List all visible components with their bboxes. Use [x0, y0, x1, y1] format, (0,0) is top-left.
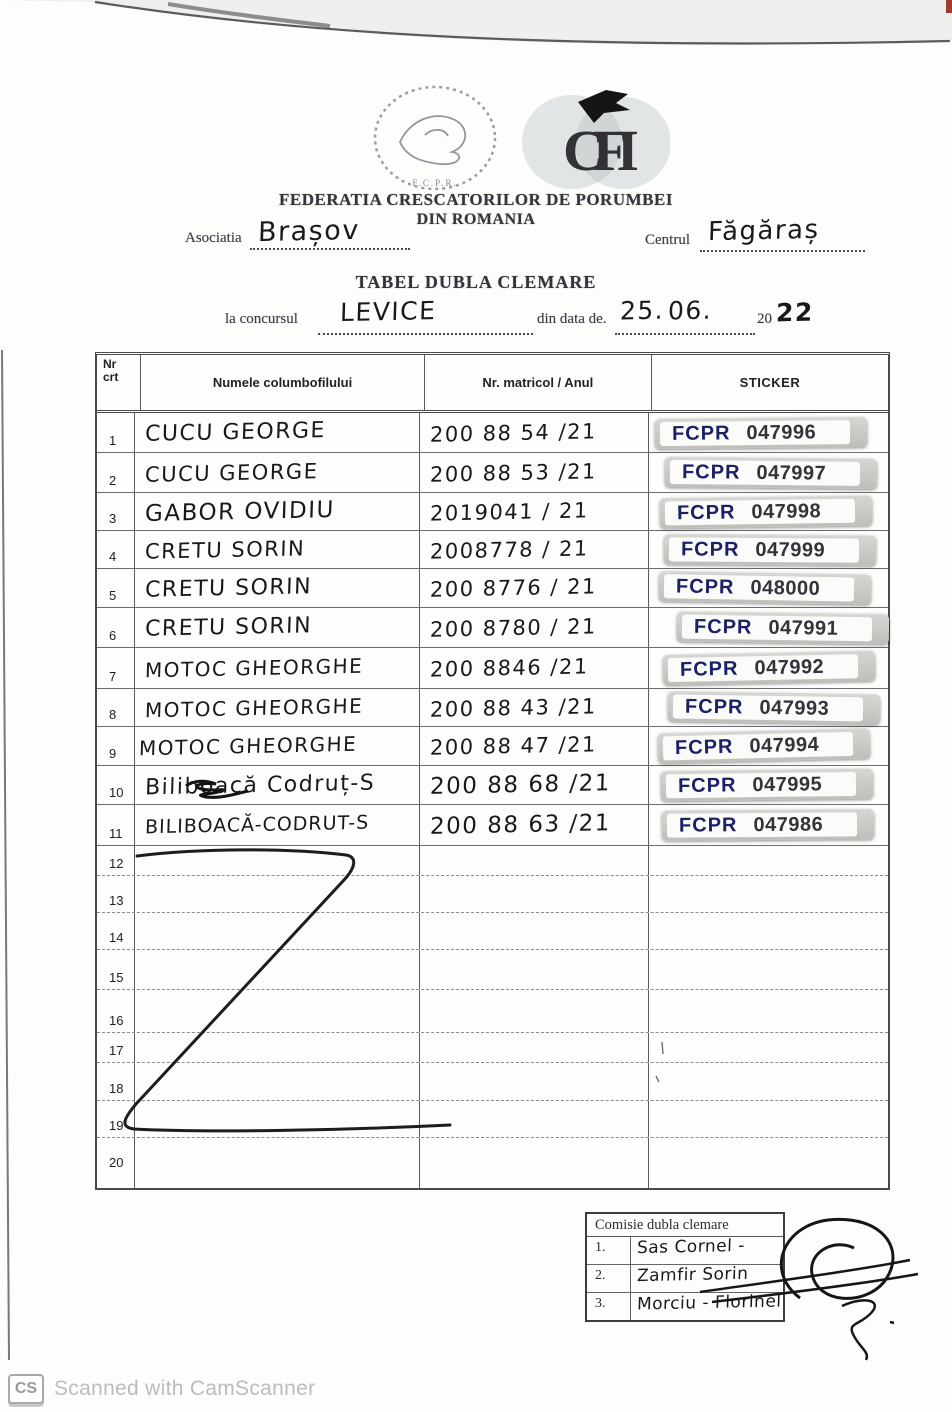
row-number: 17	[109, 1043, 124, 1058]
camscanner-watermark	[8, 1374, 315, 1404]
cell-sticker	[649, 950, 888, 989]
table-row	[97, 453, 888, 493]
commission-row	[587, 1265, 783, 1293]
cell-name	[135, 689, 421, 726]
row-number: 11	[109, 826, 123, 841]
dotted-line	[250, 232, 410, 250]
cell-sticker	[649, 1033, 888, 1062]
cell-nr	[97, 1138, 135, 1188]
row-number: 4	[109, 549, 117, 564]
cell-name	[135, 1101, 421, 1137]
cell-name	[135, 531, 421, 568]
cell-sticker	[649, 453, 888, 492]
cell-matricol	[420, 569, 649, 607]
header-nr-line2: crt	[103, 370, 119, 384]
cell-nr	[97, 453, 135, 492]
cell-matricol	[420, 846, 649, 875]
row-number: 18	[109, 1081, 124, 1096]
cell-sticker	[649, 805, 888, 845]
cell-sticker	[649, 1063, 888, 1100]
cell-nr	[97, 990, 135, 1032]
row-number: 20	[109, 1155, 124, 1170]
cell-name	[135, 846, 421, 875]
cell-name	[135, 805, 421, 845]
row-number: 13	[109, 893, 124, 908]
cell-name	[135, 727, 421, 765]
cell-name	[135, 876, 421, 912]
federation-title-line1: FEDERATIA CRESCATORILOR DE PORUMBEI	[279, 190, 673, 209]
sticker-number: 048000	[750, 576, 821, 600]
table-row	[97, 689, 888, 727]
commission-member-nr: 3.	[587, 1293, 631, 1320]
fcpr-sticker	[665, 456, 877, 488]
cell-nr	[97, 569, 135, 607]
table-row-empty	[97, 1138, 888, 1188]
centrul-value-handwritten: Făgăraș	[707, 214, 821, 248]
commission-box	[585, 1212, 785, 1322]
sticker-number: 047996	[746, 420, 817, 444]
cell-sticker	[649, 846, 888, 875]
fancier-name: CRETU SORIN	[144, 613, 313, 642]
fcpr-sticker	[655, 416, 867, 448]
row-number: 6	[109, 628, 117, 643]
sticker-prefix: FCPR	[678, 773, 737, 797]
header-nr-crt	[97, 355, 141, 410]
row-number: 19	[109, 1118, 124, 1133]
cell-name	[135, 1138, 421, 1188]
cell-sticker	[649, 569, 888, 607]
row-number: 3	[109, 511, 117, 526]
cell-nr	[97, 689, 135, 726]
sticker-number: 047995	[752, 772, 823, 796]
cell-sticker	[649, 766, 888, 804]
cell-name	[135, 453, 421, 492]
stamps	[340, 80, 670, 198]
cell-matricol	[420, 766, 649, 804]
cell-nr	[97, 766, 135, 804]
fcpr-sticker	[658, 728, 871, 763]
sticker-number: 047994	[749, 733, 820, 757]
date-year-handwritten: 22	[775, 297, 815, 328]
cell-matricol	[420, 990, 649, 1032]
table-row-empty	[97, 846, 888, 876]
federation-title-line2: DIN ROMANIA	[416, 211, 536, 228]
cell-matricol	[420, 493, 649, 530]
date-day-handwritten: 25.	[619, 295, 665, 326]
cell-sticker	[649, 990, 888, 1032]
table-row-empty	[97, 1101, 888, 1138]
page-top-shadow	[0, 0, 952, 45]
table-row	[97, 648, 888, 689]
commission-member-name: Zamfir Sorin	[636, 1263, 749, 1287]
cell-matricol	[420, 805, 649, 845]
cell-sticker	[649, 1138, 888, 1188]
sticker-number: 047991	[768, 615, 839, 639]
commission-member-name-cell	[631, 1293, 783, 1320]
camscanner-logo-icon: CS	[8, 1374, 44, 1404]
table-row	[97, 493, 888, 531]
ring-number: 200 8780 / 21	[430, 613, 598, 642]
sticker-number: 047998	[751, 499, 822, 523]
cell-matricol	[420, 727, 649, 765]
sticker-prefix: FCPR	[682, 460, 741, 483]
row-number: 1	[109, 433, 117, 448]
cell-nr	[97, 1101, 135, 1137]
table-header-row	[97, 355, 888, 413]
fcpr-sticker	[661, 769, 873, 802]
table-row-empty	[97, 1063, 888, 1101]
cell-sticker	[649, 648, 888, 688]
row-number: 12	[109, 856, 124, 871]
svg-text:CFI: CFI	[563, 118, 627, 183]
table-row-empty	[97, 876, 888, 913]
sticker-number: 047992	[754, 655, 825, 679]
signature-3-flourish	[842, 1300, 894, 1360]
sticker-number: 047993	[759, 695, 830, 719]
commission-member-nr: 2.	[587, 1265, 631, 1292]
centrul-label: Centrul	[645, 232, 690, 248]
ring-number: 200 88 63 /21	[429, 810, 612, 840]
table-row-empty	[97, 1033, 888, 1063]
fancier-name: MOTOC GHEORGHE	[144, 693, 364, 722]
table-row	[97, 413, 888, 453]
ring-number: 2019041 / 21	[430, 497, 590, 526]
fancier-name: Biliboacă Codruț-S	[144, 770, 376, 800]
cell-matricol	[420, 608, 649, 647]
corner-red-mark	[946, 0, 952, 13]
fcpr-sticker	[663, 651, 876, 685]
commission-row	[587, 1293, 783, 1320]
sticker-prefix: FCPR	[685, 694, 744, 718]
main-table	[95, 352, 890, 1190]
round-stamp-left-icon	[375, 87, 495, 189]
round-stamp-right-icon	[522, 90, 670, 189]
table-row-empty	[97, 913, 888, 950]
fcpr-sticker	[664, 534, 876, 565]
cell-nr	[97, 913, 135, 949]
cell-matricol	[420, 689, 649, 726]
cell-matricol	[420, 1033, 649, 1062]
fancier-name: BILIBOACĂ-CODRUT-S	[144, 811, 370, 839]
commission-member-name-cell	[631, 1265, 783, 1292]
row-number: 14	[109, 930, 124, 945]
commission-member-name-cell	[631, 1237, 783, 1264]
commission-member-nr: 1.	[587, 1237, 631, 1264]
row-number: 2	[109, 473, 117, 488]
table-row	[97, 727, 888, 766]
cell-name	[135, 1063, 421, 1100]
cell-sticker	[649, 413, 888, 452]
ring-number: 2008778 / 21	[430, 535, 590, 564]
cell-matricol	[420, 453, 649, 492]
date-label: din data de.	[537, 311, 607, 327]
page-top-edge	[95, 2, 950, 43]
cell-matricol	[420, 913, 649, 949]
date-year-printed: 20	[757, 311, 772, 327]
commission-row	[587, 1237, 783, 1265]
fancier-name: CUCU GEORGE	[144, 418, 327, 447]
sticker-prefix: FCPR	[680, 657, 739, 681]
fancier-name: GABOR OVIDIU	[144, 496, 336, 527]
cell-name	[135, 413, 421, 452]
sticker-prefix: FCPR	[679, 813, 738, 837]
cell-sticker	[649, 608, 888, 647]
fcpr-sticker	[668, 691, 880, 724]
cell-sticker	[649, 689, 888, 726]
cell-name	[135, 1033, 421, 1062]
row-number: 9	[109, 746, 117, 761]
sticker-prefix: FCPR	[672, 421, 731, 444]
sticker-number: 047997	[756, 460, 827, 484]
dotted-line	[615, 317, 755, 335]
asociatia-label: Asociatia	[185, 230, 242, 246]
fcpr-sticker	[677, 611, 889, 644]
sticker-prefix: FCPR	[676, 574, 735, 598]
cell-matricol	[420, 531, 649, 568]
cell-nr	[97, 413, 135, 452]
cell-name	[135, 990, 421, 1032]
fancier-name: MOTOC GHEORGHE	[138, 731, 358, 761]
cell-name	[135, 648, 421, 688]
row-number: 10	[109, 785, 124, 800]
cell-nr	[97, 1063, 135, 1100]
cell-sticker	[649, 493, 888, 530]
sticker-number: 047999	[755, 537, 826, 561]
cell-name	[135, 608, 421, 647]
asociatia-value-handwritten: Brașov	[257, 214, 361, 249]
concurs-value-handwritten: LEVICE	[339, 295, 437, 328]
cell-matricol	[420, 413, 649, 452]
cell-matricol	[420, 1138, 649, 1188]
table-row-empty	[97, 990, 888, 1033]
header-name: Numele columbofilului	[141, 355, 424, 410]
fancier-name: CRETU SORIN	[144, 573, 313, 603]
fcpr-sticker	[659, 571, 871, 605]
header-nr-line1: Nr	[103, 357, 117, 371]
cell-nr	[97, 648, 135, 688]
row-number: 5	[109, 588, 117, 603]
cell-nr	[97, 727, 135, 765]
fcpr-sticker	[660, 495, 872, 528]
ring-number: 200 88 54 /21	[430, 418, 598, 447]
ring-number: 200 88 68 /21	[429, 770, 612, 800]
table-row	[97, 531, 888, 569]
cell-sticker	[649, 913, 888, 949]
header-sticker: STICKER	[739, 375, 801, 390]
cell-nr	[97, 805, 135, 845]
dotted-line	[700, 234, 865, 252]
sticker-prefix: FCPR	[681, 537, 740, 560]
ring-number: 200 8776 / 21	[430, 574, 598, 602]
cell-name	[135, 913, 421, 949]
paper-left-edge	[2, 350, 9, 1360]
page-title: TABEL DUBLA CLEMARE	[355, 272, 597, 292]
table-row-empty	[97, 950, 888, 990]
cell-sticker	[649, 876, 888, 912]
cell-matricol	[420, 950, 649, 989]
fancier-name: CUCU GEORGE	[144, 458, 319, 487]
fancier-name: MOTOC GHEORGHE	[144, 653, 364, 683]
cell-nr	[97, 493, 135, 530]
sticker-prefix: FCPR	[677, 500, 736, 524]
cell-nr	[97, 846, 135, 875]
table-row	[97, 608, 888, 648]
cell-name	[135, 493, 421, 530]
svg-text:F.C.P.R.: F.C.P.R.	[412, 178, 458, 188]
cell-nr	[97, 1033, 135, 1062]
page-top-edge-thick	[168, 4, 330, 26]
cell-sticker	[649, 1101, 888, 1137]
sticker-number: 047986	[753, 813, 824, 836]
cell-nr	[97, 876, 135, 912]
ring-number: 200 88 53 /21	[430, 458, 598, 487]
cell-name	[135, 766, 421, 804]
row-number: 15	[109, 970, 124, 985]
ring-number: 200 8846 /21	[430, 654, 590, 682]
sticker-prefix: FCPR	[674, 735, 734, 759]
cell-nr	[97, 608, 135, 647]
row-number: 7	[109, 669, 117, 684]
row-number: 16	[109, 1013, 124, 1028]
cell-matricol	[420, 1101, 649, 1137]
cell-matricol	[420, 876, 649, 912]
fancier-name: CRETU SORIN	[144, 535, 306, 564]
cell-nr	[97, 531, 135, 568]
ring-number: 200 88 43 /21	[430, 693, 598, 722]
cell-nr	[97, 950, 135, 989]
cell-sticker	[649, 531, 888, 568]
ring-number: 200 88 47 /21	[430, 732, 598, 760]
fcpr-sticker	[662, 809, 874, 840]
header-matricol: Nr. matricol / Anul	[425, 355, 652, 410]
table-row	[97, 766, 888, 805]
sticker-prefix: FCPR	[694, 614, 753, 638]
camscanner-watermark-text: Scanned with CamScanner	[54, 1377, 316, 1400]
cell-name	[135, 569, 421, 607]
table-row	[97, 569, 888, 608]
date-month-handwritten: 06.	[667, 295, 713, 326]
cell-matricol	[420, 648, 649, 688]
signature-1	[781, 1219, 893, 1298]
commission-member-name: Sas Cornel -	[636, 1235, 746, 1259]
cell-matricol	[420, 1063, 649, 1100]
table-row	[97, 805, 888, 846]
cell-sticker	[649, 727, 888, 765]
cell-name	[135, 950, 421, 989]
row-number: 8	[109, 707, 117, 722]
commission-title: Comisie dubla clemare	[587, 1214, 783, 1237]
concurs-label: la concursul	[225, 311, 298, 327]
commission-member-name: Morciu - Florinel	[636, 1291, 782, 1315]
